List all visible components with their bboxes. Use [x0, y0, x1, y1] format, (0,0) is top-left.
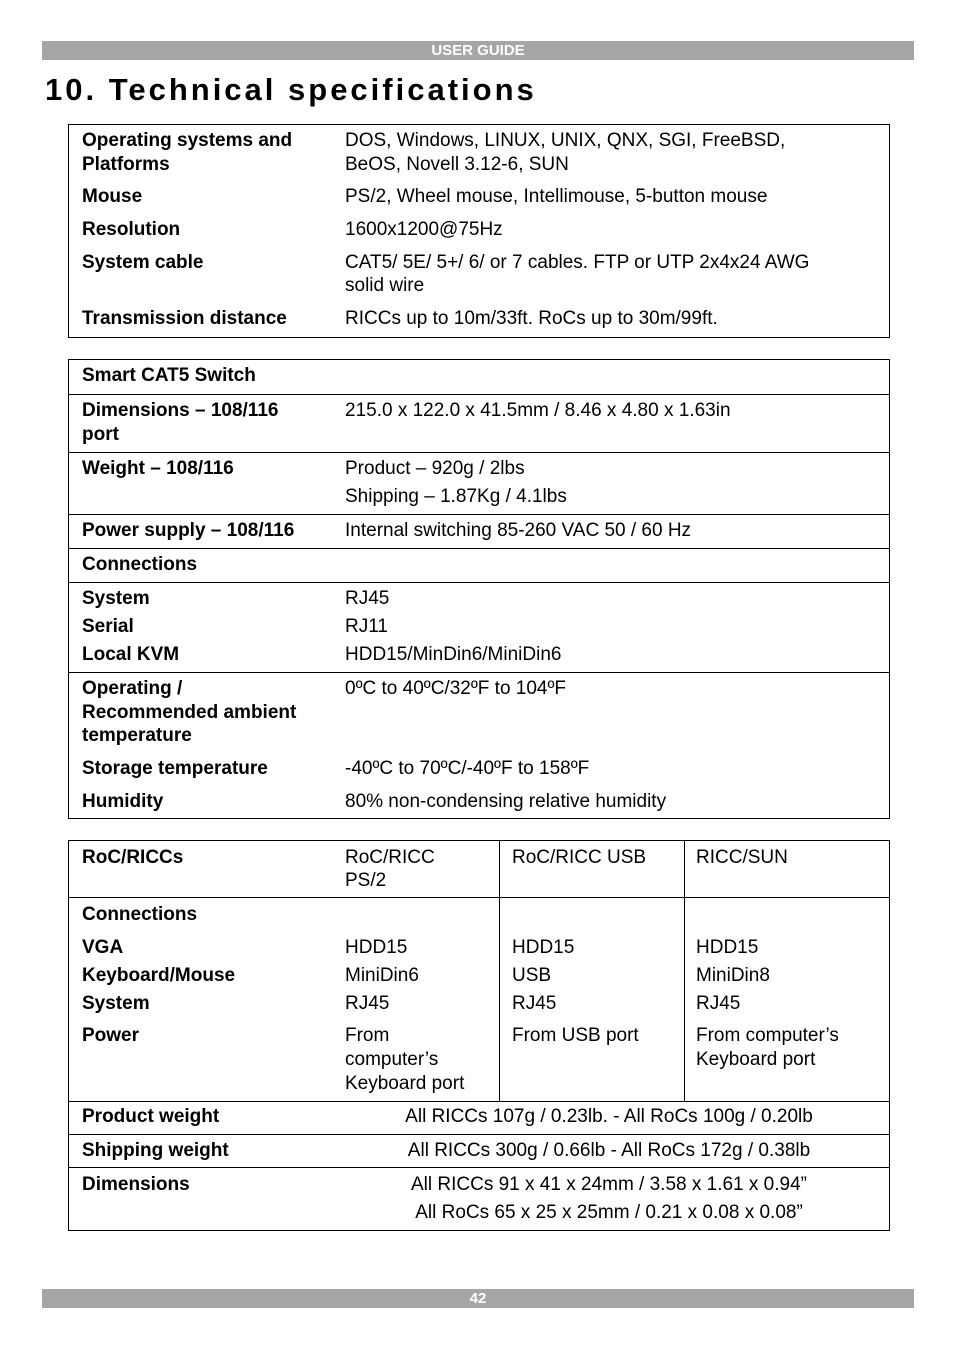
- switch-connections-label: Connections: [82, 554, 198, 575]
- divider: [69, 548, 889, 549]
- column-divider: [684, 841, 685, 1101]
- switch-power-label: Power supply – 108/116: [82, 520, 295, 541]
- roc-product-weight-value: All RICCs 107g / 0.23lb. - All RoCs 100g / 0.20lb: [405, 1106, 813, 1127]
- resolution-value: 1600x1200@75Hz: [345, 219, 503, 240]
- switch-optemp-value: 0ºC to 40ºC/32ºF to 104ºF: [345, 678, 567, 699]
- roc-vga-col1: HDD15: [345, 937, 408, 958]
- page-number: 42: [469, 1290, 487, 1307]
- roc-dimensions-value-line2: All RoCs 65 x 25 x 25mm / 0.21 x 0.08 x 0.08”: [415, 1202, 803, 1223]
- divider: [69, 672, 889, 673]
- divider: [69, 394, 889, 395]
- os-label-line2: Platforms: [82, 154, 170, 175]
- switch-humidity-label: Humidity: [82, 791, 164, 812]
- roc-kbm-label: Keyboard/Mouse: [82, 965, 236, 986]
- roc-power-col1-line1: From: [345, 1025, 390, 1046]
- switch-weight-label: Weight – 108/116: [82, 458, 234, 479]
- divider: [69, 582, 889, 583]
- divider: [69, 1167, 889, 1168]
- switch-system-label: System: [82, 588, 150, 609]
- header-bar: [42, 41, 914, 60]
- switch-dimensions-label-line2: port: [82, 424, 119, 445]
- roc-connections-label: Connections: [82, 904, 198, 925]
- switch-optemp-label-line3: temperature: [82, 725, 192, 746]
- switch-spec-table: [68, 359, 890, 819]
- switch-weight-product: Product – 920g / 2lbs: [345, 458, 525, 479]
- column-divider: [499, 841, 500, 1101]
- roc-power-label: Power: [82, 1025, 140, 1046]
- roc-vga-label: VGA: [82, 937, 124, 958]
- mouse-label: Mouse: [82, 186, 143, 207]
- roc-vga-col3: HDD15: [696, 937, 759, 958]
- cable-value-line2: solid wire: [345, 275, 425, 296]
- distance-value: RICCs up to 10m/33ft. RoCs up to 30m/99ft.: [345, 308, 718, 329]
- footer-bar: [42, 1289, 914, 1308]
- mouse-value: PS/2, Wheel mouse, Intellimouse, 5-button mouse: [345, 186, 768, 207]
- roc-kbm-col2: USB: [512, 965, 552, 986]
- switch-serial-label: Serial: [82, 616, 134, 637]
- roc-power-col3-line1: From computer’s: [696, 1025, 839, 1046]
- roc-system-col2: RJ45: [512, 993, 557, 1014]
- switch-storage-label: Storage temperature: [82, 758, 268, 779]
- roc-spec-table: [68, 840, 890, 1231]
- switch-dimensions-value: 215.0 x 122.0 x 41.5mm / 8.46 x 4.80 x 1.63in: [345, 400, 731, 421]
- roc-shipping-weight-value: All RICCs 300g / 0.66lb - All RoCs 172g / 0.38lb: [407, 1140, 811, 1161]
- switch-heading: Smart CAT5 Switch: [82, 365, 256, 386]
- switch-humidity-value: 80% non-condensing relative humidity: [345, 791, 667, 812]
- switch-storage-value: -40ºC to 70ºC/-40ºF to 158ºF: [345, 758, 590, 779]
- header-label: USER GUIDE: [431, 42, 525, 59]
- divider: [69, 514, 889, 515]
- resolution-label: Resolution: [82, 219, 181, 240]
- divider: [69, 1134, 889, 1135]
- general-spec-table: [68, 124, 890, 338]
- roc-system-label: System: [82, 993, 150, 1014]
- roc-shipping-weight-label: Shipping weight: [82, 1140, 229, 1161]
- divider: [69, 452, 889, 453]
- roc-dimensions-label: Dimensions: [82, 1174, 190, 1195]
- roc-system-col1: RJ45: [345, 993, 390, 1014]
- switch-kvm-label: Local KVM: [82, 644, 180, 665]
- page-title: 10. Technical specifications: [45, 72, 537, 107]
- cable-value-line1: CAT5/ 5E/ 5+/ 6/ or 7 cables. FTP or UTP 2x4x24 AWG: [345, 252, 810, 273]
- roc-dimensions-value-line1: All RICCs 91 x 41 x 24mm / 3.58 x 1.61 x 0.94”: [410, 1174, 807, 1195]
- switch-weight-shipping: Shipping – 1.87Kg / 4.1lbs: [345, 486, 567, 507]
- distance-label: Transmission distance: [82, 308, 287, 329]
- os-value-line1: DOS, Windows, LINUX, UNIX, QNX, SGI, FreeBSD,: [345, 130, 786, 151]
- roc-col1-header-line2: PS/2: [345, 870, 387, 891]
- roc-col2-header: RoC/RICC USB: [512, 847, 647, 868]
- switch-kvm-value: HDD15/MinDin6/MiniDin6: [345, 644, 562, 665]
- roc-power-col2: From USB port: [512, 1025, 639, 1046]
- roc-kbm-col1: MiniDin6: [345, 965, 419, 986]
- cable-label: System cable: [82, 252, 204, 273]
- switch-system-value: RJ45: [345, 588, 390, 609]
- roc-power-col1-line2: computer’s: [345, 1049, 439, 1070]
- os-label-line1: Operating systems and: [82, 130, 293, 151]
- roc-product-weight-label: Product weight: [82, 1106, 220, 1127]
- roc-col3-header: RICC/SUN: [696, 847, 788, 868]
- switch-power-value: Internal switching 85-260 VAC 50 / 60 Hz: [345, 520, 692, 541]
- divider: [69, 1101, 889, 1102]
- roc-power-col3-line2: Keyboard port: [696, 1049, 816, 1070]
- switch-optemp-label-line1: Operating /: [82, 678, 183, 699]
- roc-heading: RoC/RICCs: [82, 847, 184, 868]
- switch-dimensions-label-line1: Dimensions – 108/116: [82, 400, 279, 421]
- switch-optemp-label-line2: Recommended ambient: [82, 702, 297, 723]
- roc-vga-col2: HDD15: [512, 937, 575, 958]
- roc-kbm-col3: MiniDin8: [696, 965, 770, 986]
- divider: [69, 897, 889, 898]
- os-value-line2: BeOS, Novell 3.12-6, SUN: [345, 154, 569, 175]
- roc-power-col1-line3: Keyboard port: [345, 1073, 465, 1094]
- roc-system-col3: RJ45: [696, 993, 741, 1014]
- roc-col1-header-line1: RoC/RICC: [345, 847, 435, 868]
- switch-serial-value: RJ11: [345, 616, 388, 637]
